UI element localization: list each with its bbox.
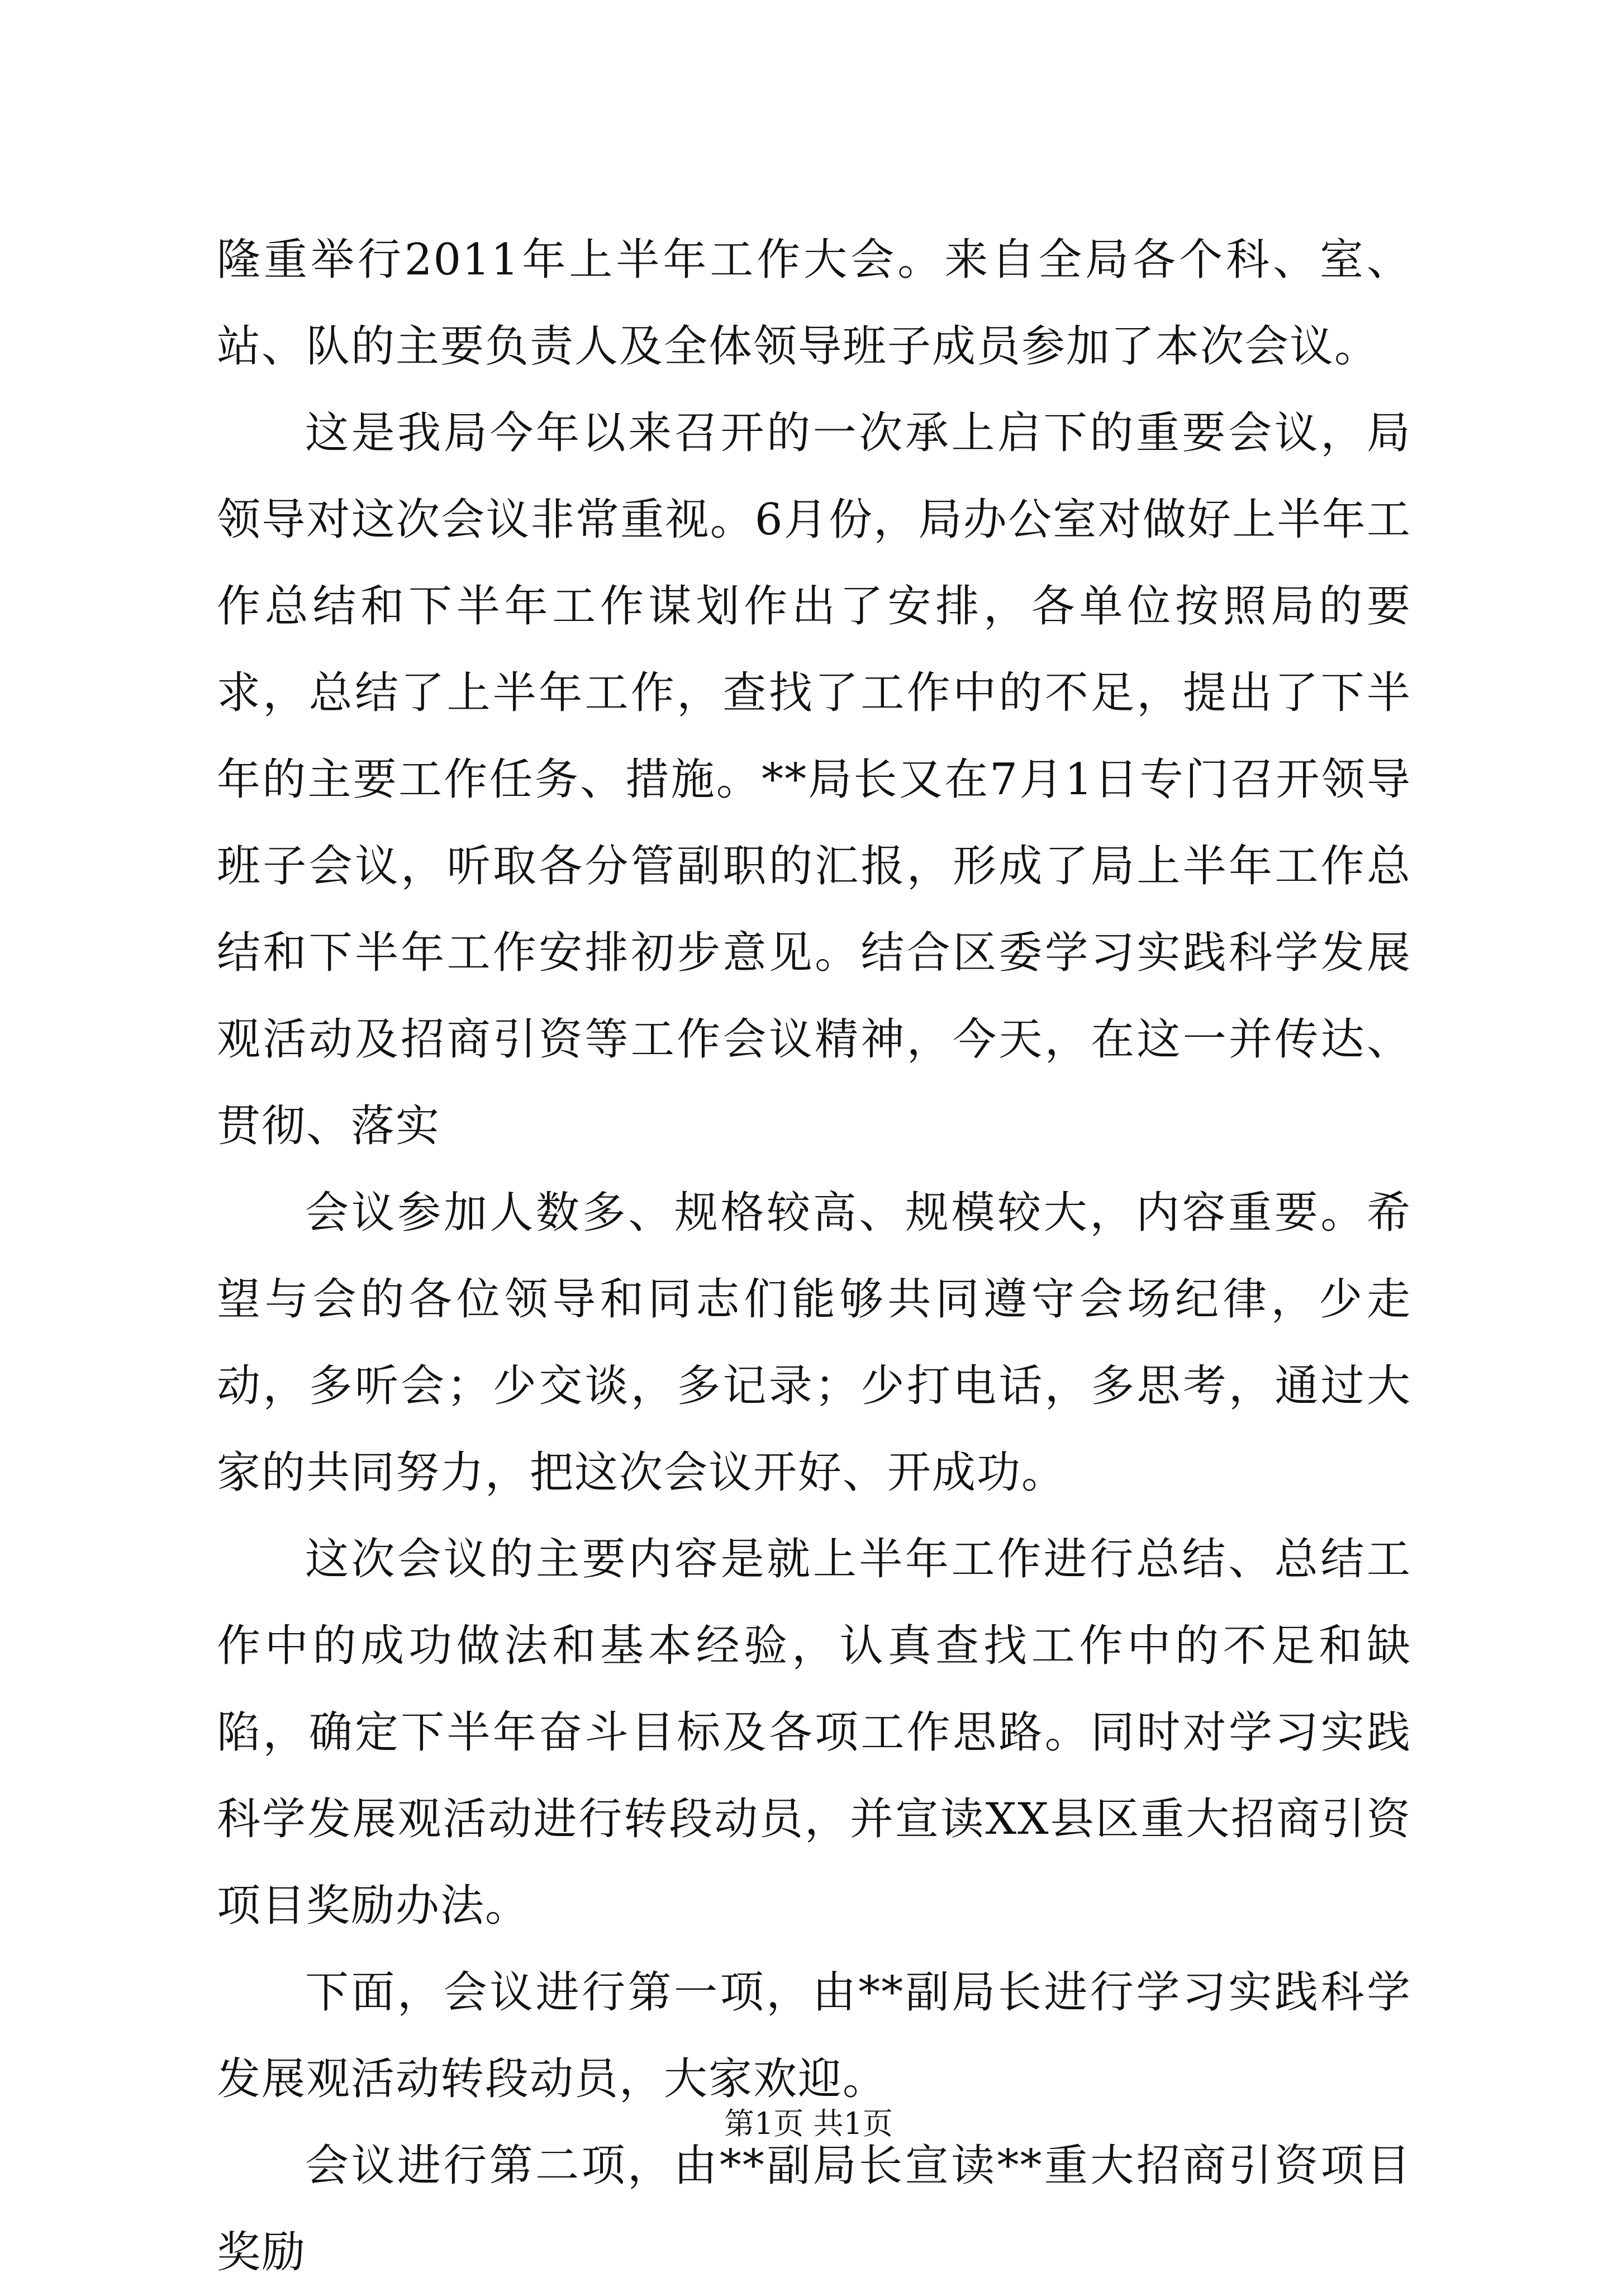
paragraph-2: 这是我局今年以来召开的一次承上启下的重要会议，局领导对这次会议非常重视。6月份，局办公室对做好上半年工作总结和下半年工作谋划作出了安排，各单位按照局的要求，总结了上半年工作，查找了工作中的不足，提出了下半年的主要工作任务、措施。**局长又在7月1日专门召开领导班子会议，听取各分管副职的汇报，形成了局上半年工作总结和下半年工作安排初步意见。结合区委学习实践科学发展观活动及招商引资等工作会议精神，今天，在这一并传达、贯彻、落实 [217, 408, 1411, 1151]
paragraph-6: 会议进行第二项，由**副局长宣读**重大招商引资项目奖励 [217, 2141, 1411, 2278]
paragraph-4: 这次会议的主要内容是就上半年工作进行总结、总结工作中的成功做法和基本经验，认真查找工作中的不足和缺陷，确定下半年奋斗目标及各项工作思路。同时对学习实践科学发展观活动进行转段动员，并宣读XX县区重大招商引资项目奖励办法。 [217, 1534, 1411, 1931]
page-footer: 第1页 共1页 [724, 2106, 893, 2141]
paragraph-5: 下面，会议进行第一项，由**副局长进行学习实践科学发展观活动转段动员，大家欢迎。 [217, 1967, 1411, 2104]
paragraph-3: 会议参加人数多、规格较高、规模较大，内容重要。希望与会的各位领导和同志们能够共同遵守会场纪律，少走动，多听会；少交谈，多记录；少打电话，多思考，通过大家的共同努力，把这次会议开好、开成功。 [217, 1188, 1411, 1498]
paragraph-1: 隆重举行2011年上半年工作大会。来自全局各个科、室、站、队的主要负责人及全体领导班子成员参加了本次会议。 [217, 235, 1411, 372]
document-body [217, 217, 1411, 2296]
